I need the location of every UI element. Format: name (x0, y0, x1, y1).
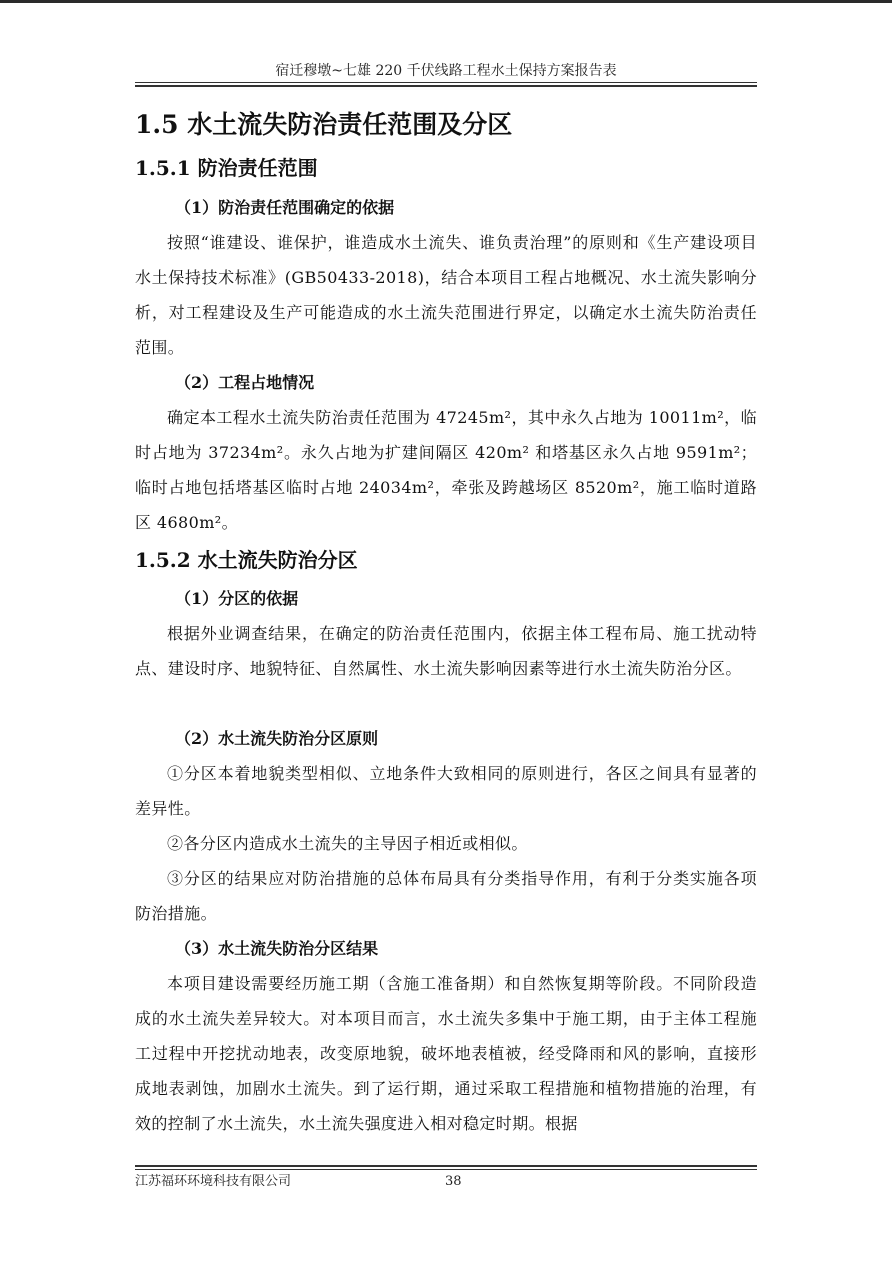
land-occupation-paragraph: 确定本工程水土流失防治责任范围为 47245m²，其中永久占地为 10011m²，临时占地为 37234m²。永久占地为扩建间隔区 420m² 和塔基区永久占地 9591m²；临时占地包括塔基区临时占地 24034m²，牵张及跨越场区 8520m²，施工临时道路区 4680m²。 (135, 408, 757, 532)
subsection-zoning-basis-heading: （1）分区的依据 (175, 589, 299, 608)
footer-rule (135, 1169, 757, 1170)
header-rule-thick (135, 85, 757, 87)
zoning-principle-item: ②各分区内造成水土流失的主导因子相近或相似。 (167, 834, 528, 853)
zoning-basis-paragraph: 根据外业调查结果，在确定的防治责任范围内，依据主体工程布局、施工扰动特点、建设时序、地貌特征、自然属性、水土流失影响因素等进行水土流失防治分区。 (135, 624, 757, 678)
top-border (0, 0, 892, 3)
subsection-responsibility-basis-heading: （1）防治责任范围确定的依据 (175, 198, 395, 217)
page-number: 38 (445, 1174, 462, 1189)
footer-company: 江苏福环环境科技有限公司 (135, 1174, 292, 1189)
subsection-zoning-principles-heading: （2）水土流失防治分区原则 (175, 729, 379, 748)
running-header: 宿迁穆墩~七雄 220 千伏线路工程水土保持方案报告表 (275, 63, 617, 79)
header-rule (135, 82, 757, 83)
footer-rule-thick (135, 1165, 757, 1167)
section-1-5-1-heading: 1.5.1 防治责任范围 (135, 156, 318, 180)
subsection-zoning-results-heading: （3）水土流失防治分区结果 (175, 939, 379, 958)
responsibility-basis-paragraph: 按照“谁建设、谁保护，谁造成水土流失、谁负责治理”的原则和《生产建设项目水土保持技术标准》(GB50433-2018)，结合本项目工程占地概况、水土流失影响分析，对工程建设及生产可能造成的水土流失范围进行界定，以确定水土流失防治责任范围。 (135, 233, 757, 357)
section-1-5-2-heading: 1.5.2 水土流失防治分区 (135, 548, 358, 572)
subsection-land-occupation-heading: （2）工程占地情况 (175, 373, 315, 392)
zoning-results-paragraph: 本项目建设需要经历施工期（含施工准备期）和自然恢复期等阶段。不同阶段造成的水土流失差异较大。对本项目而言，水土流失多集中于施工期，由于主体工程施工过程中开挖扰动地表，改变原地貌，破坏地表植被，经受降雨和风的影响，直接形成地表剥蚀，加剧水土流失。到了运行期，通过采取工程措施和植物措施的治理，有效的控制了水土流失，水土流失强度进入相对稳定时期。根据 (135, 974, 757, 1133)
zoning-principle-item: ③分区的结果应对防治措施的总体布局具有分类指导作用，有利于分类实施各项防治措施。 (135, 869, 757, 923)
zoning-principle-item: ①分区本着地貌类型相似、立地条件大致相同的原则进行，各区之间具有显著的差异性。 (135, 764, 757, 818)
section-1-5-heading: 1.5 水土流失防治责任范围及分区 (135, 110, 513, 139)
